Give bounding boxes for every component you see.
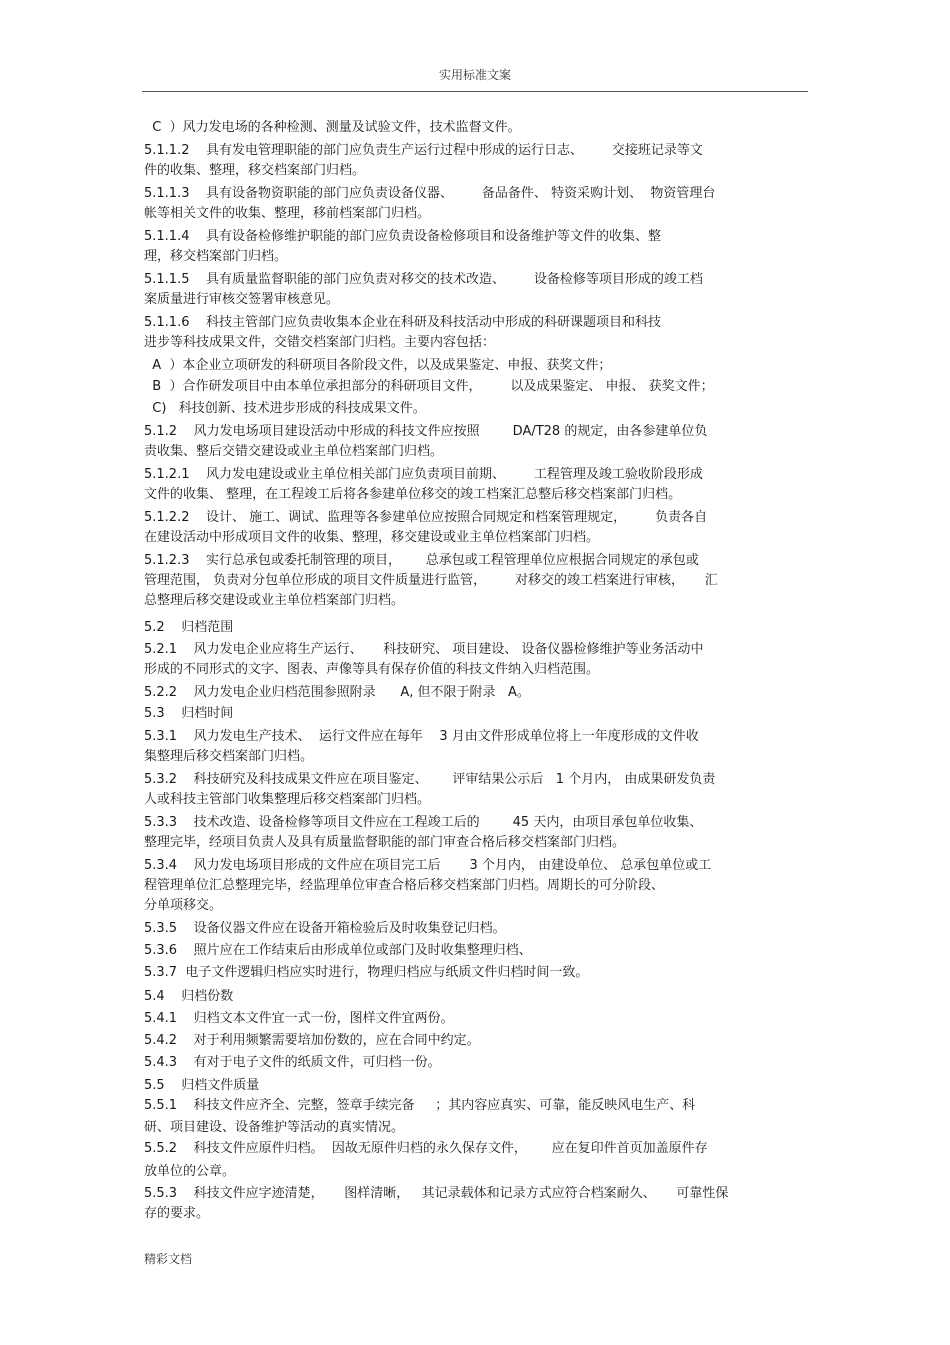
- text-line: 文件的收集、 整理，在工程竣工后将各参建单位移交的竣工档案汇总整后移交档案部门归档。: [144, 487, 682, 502]
- text-line: C) 科技创新、技术进步形成的科技成果文件。: [144, 401, 426, 416]
- text-line: 程管理单位汇总整理完毕，经监理单位审查合格后移交档案部门归档。周期长的可分阶段、: [144, 878, 665, 893]
- text-line: 5.3.6 照片应在工作结束后由形成单位或部门及时收集整理归档、: [144, 943, 532, 958]
- text-line: 研、项目建设、设备维护等活动的真实情况。: [144, 1120, 405, 1135]
- text-line: 5.4.2 对于利用频繁需要培加份数的，应在合同中约定。: [144, 1033, 480, 1048]
- text-line: 5.1.2.3 实行总承包或委托制管理的项目， 总承包或工程管理单位应根据合同规定的承包或: [144, 553, 699, 568]
- text-line: 5.1.1.6 科技主管部门应负责收集本企业在科研及科技活动中形成的科研课题项目和科技: [144, 315, 662, 330]
- text-line: C ）风力发电场的各种检测、测量及试验文件，技术监督文件。: [144, 120, 521, 135]
- text-line: 5.5.1 科技文件应齐全、完整，签章手续完备 ；其内容应真实、可靠，能反映风电生产、科: [144, 1098, 696, 1113]
- text-line: 5.2.1 风力发电企业应将生产运行、 科技研究、 项目建设、 设备仪器检修维护等业务活动中: [144, 642, 704, 657]
- text-line: 5.1.1.2 具有发电管理职能的部门应负责生产运行过程中形成的运行日志、 交接班记录等文: [144, 143, 703, 158]
- text-line: 5.3.4 风力发电场项目形成的文件应在项目完工后 3 个月内， 由建设单位、 总承包单位或工: [144, 858, 712, 873]
- text-line: 帐等相关文件的收集、整理，移前档案部门归档。: [144, 206, 431, 221]
- text-line: 5.3.3 技术改造、设备检修等项目文件应在工程竣工后的 45 天内，由项目承包单位收集、: [144, 815, 703, 830]
- text-line: 理，移交档案部门归档。: [144, 249, 288, 264]
- text-line: 案质量进行审核交签署审核意见。: [144, 292, 340, 307]
- text-line: 放单位的公章。: [144, 1164, 236, 1179]
- text-line: 管理范围， 负责对分包单位形成的项目文件质量进行监管， 对移交的竣工档案进行审核， 汇: [144, 573, 718, 588]
- page-header-title: 实用标准文案: [438, 68, 511, 82]
- text-line: 5.4 归档份数: [144, 989, 234, 1004]
- text-line: 5.3.7 电子文件逻辑归档应实时进行，物理归档应与纸质文件归档时间一致。: [144, 965, 589, 980]
- text-line: 5.5.3 科技文件应字迹清楚， 图样清晰， 其记录载体和记录方式应符合档案耐久、 可靠性保: [144, 1186, 729, 1201]
- text-line: 5.1.1.4 具有设备检修维护职能的部门应负责设备检修项目和设备维护等文件的收集、整: [144, 229, 662, 244]
- text-line: B ）合作研发项目中由本单位承担部分的科研项目文件， 以及成果鉴定、 申报、 获奖文件；: [144, 379, 714, 394]
- text-line: 分单项移交。: [144, 898, 223, 913]
- text-line: 进步等科技成果文件，交错交档案部门归档。主要内容包括：: [144, 335, 496, 350]
- text-line: 5.1.2.2 设计、 施工、调试、监理等各参建单位应按照合同规定和档案管理规定， 负责各自: [144, 510, 708, 525]
- text-line: 5.5.2 科技文件应原件归档。 因故无原件归档的永久保存文件， 应在复印件首页加盖原件存: [144, 1141, 708, 1156]
- text-line: 5.4.1 归档文本文件宜一式一份，图样文件宜两份。: [144, 1011, 454, 1026]
- text-line: 责收集、整后交错交建设或业主单位档案部门归档。: [144, 444, 444, 459]
- text-line: 5.2.2 风力发电企业归档范围参照附录 A, 但不限于附录 A。: [144, 685, 530, 700]
- page-footer: 精彩文档: [144, 1252, 193, 1266]
- text-line: 5.1.1.3 具有设备物资职能的部门应负责设备仪器、 备品备件、 特资采购计划、 物资管理台: [144, 186, 716, 201]
- text-line: 人或科技主管部门收集整理后移交档案部门归档。: [144, 792, 431, 807]
- text-line: 5.4.3 有对于电子文件的纸质文件，可归档一份。: [144, 1055, 441, 1070]
- text-line: A ）本企业立项研发的科研项目各阶段文件，以及成果鉴定、申报、获奖文件；: [144, 358, 612, 373]
- text-line: 存的要求。: [144, 1206, 210, 1221]
- text-line: 5.3 归档时间: [144, 706, 234, 721]
- header-divider: [142, 91, 808, 92]
- text-line: 5.3.2 科技研究及科技成果文件应在项目鉴定、 评审结果公示后 1 个月内， 由成果研发负责: [144, 772, 716, 787]
- text-line: 5.2 归档范围: [144, 620, 234, 635]
- text-line: 5.3.1 风力发电生产技术、 运行文件应在每年 3 月由文件形成单位将上一年度形成的文件收: [144, 729, 699, 744]
- text-line: 形成的不同形式的文字、图表、声像等具有保存价值的科技文件纳入归档范围。: [144, 662, 600, 677]
- text-line: 在建设活动中形成项目文件的收集、整理，移交建设或业主单位档案部门归档。: [144, 530, 600, 545]
- text-line: 5.1.2.1 风力发电建设或业主单位相关部门应负责项目前期、 工程管理及竣工验收阶段形成: [144, 467, 703, 482]
- text-line: 5.5 归档文件质量: [144, 1078, 260, 1093]
- text-line: 整理完毕，经项目负责人及具有质量监督职能的部门审查合格后移交档案部门归档。: [144, 835, 626, 850]
- text-line: 集整理后移交档案部门归档。: [144, 749, 314, 764]
- text-line: 5.1.2 风力发电场项目建设活动中形成的科技文件应按照 DA/T28 的规定，由各参建单位负: [144, 424, 708, 439]
- text-line: 5.1.1.5 具有质量监督职能的部门应负责对移交的技术改造、 设备检修等项目形成的竣工档: [144, 272, 703, 287]
- text-line: 件的收集、整理，移交档案部门归档。: [144, 163, 366, 178]
- text-line: 5.3.5 设备仪器文件应在设备开箱检验后及时收集登记归档。: [144, 921, 506, 936]
- text-line: 总整理后移交建设或业主单位档案部门归档。: [144, 593, 405, 608]
